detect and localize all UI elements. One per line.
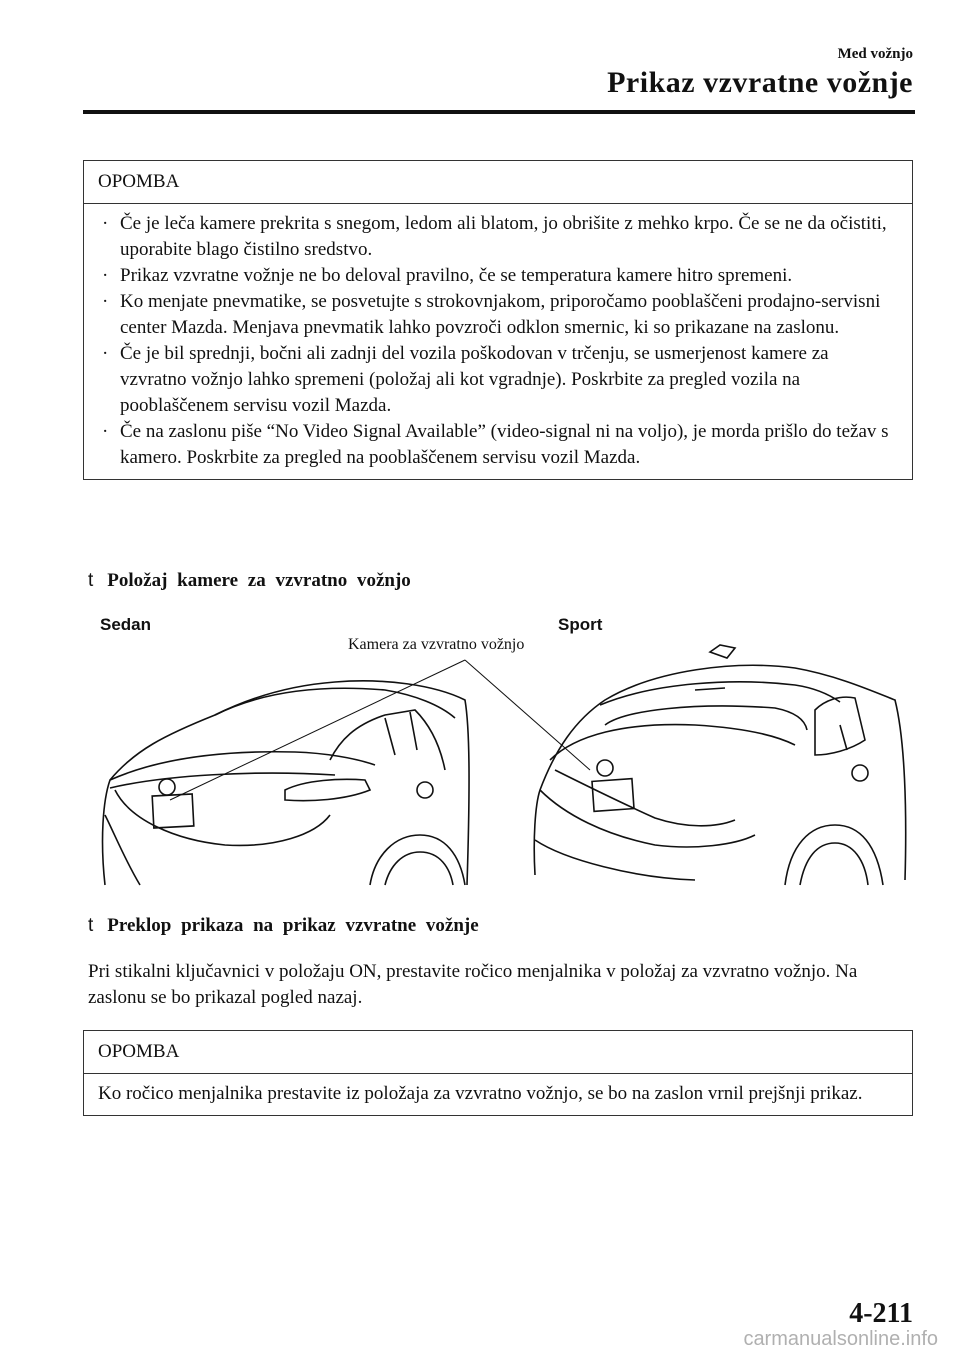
section-heading: t Preklop prikaza na prikaz vzvratne vožnje [88, 915, 479, 936]
watermark: carmanualsonline.info [743, 1328, 938, 1350]
page-number: 4-211 [849, 1298, 913, 1329]
note-body [84, 204, 912, 479]
section-heading: t Položaj kamere za vzvratno vožnjo [88, 570, 411, 591]
section-name: Med vožnjo [837, 46, 913, 62]
note-bullet: · Če je leča kamere prekrita s snegom, ledom ali blatom, jo obrišite z mehko krpo. Če se ne da očistiti, uporabite blago čistilno sredstvo. [102, 213, 887, 260]
sport-car-icon [534, 645, 905, 885]
note-box [83, 1030, 913, 1116]
note-body: Ko ročico menjalnika prestavite iz položaja za vzvratno vožnjo, se bo na zaslon vrnil prejšnji prikaz. [98, 1083, 863, 1104]
note-bullet: · Prikaz vzvratne vožnje ne bo deloval pravilno, če se temperatura kamere hitro spremeni. [102, 265, 793, 286]
section-marker-icon: t [88, 915, 94, 936]
camera-figure [95, 640, 910, 895]
note-box [83, 160, 913, 480]
callout-line-sedan [170, 660, 465, 800]
page-title: Prikaz vzvratne vožnje [607, 66, 913, 99]
sedan-car-icon [103, 681, 470, 885]
callout-line-sport [465, 660, 590, 770]
callout-camera: Kamera za vzvratno vožnjo [348, 636, 525, 653]
body-paragraph: Pri stikalni ključavnici v položaju ON, prestavite ročico menjalnika v položaj za vzvratno vožnjo. Na zaslonu se bo prikazal pogled nazaj. [88, 961, 858, 1008]
label-sport: Sport [558, 615, 603, 634]
note-bullet: · Ko menjate pnevmatike, se posvetujte s strokovnjakom, priporočamo pooblaščeni prodajno-servisni center Mazda. Menjava pnevmatik lahko povzroči odklon smernic, ki so prikazane na zaslonu. [102, 291, 881, 338]
note-label: OPOMBA [84, 1031, 912, 1074]
note-label: OPOMBA [84, 161, 912, 204]
section-marker-icon: t [88, 570, 94, 591]
header-rule [83, 110, 915, 114]
note-bullet: · Če je bil sprednji, bočni ali zadnji del vozila poškodovan v trčenju, se usmerjenost kamere za vzvratno vožnjo lahko spremeni (položaj ali kot vgradnje). Poskrbite za pregled vozila na pooblaščenem servisu vozil Mazda. [102, 343, 829, 416]
label-sedan: Sedan [100, 615, 152, 634]
note-bullet: · Če na zaslonu piše “No Video Signal Available” (video-signal ni na voljo), je morda prišlo do težav s kamero. Poskrbite za pregled na pooblaščenem servisu vozil Mazda. [102, 421, 889, 468]
